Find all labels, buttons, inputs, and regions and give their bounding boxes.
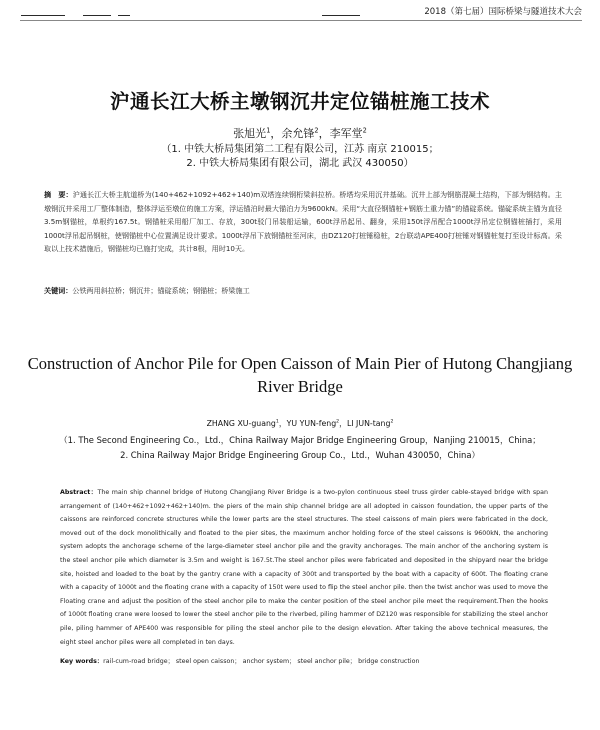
header-rule-segment	[322, 15, 360, 16]
author-affiliation-mark: 2	[390, 419, 394, 425]
abstract-cn	[44, 188, 562, 256]
abstract-en	[60, 486, 548, 649]
authors-cn	[0, 125, 600, 141]
keywords-en-label: Key words：	[60, 658, 104, 665]
author-name: 李军堂	[329, 127, 363, 140]
author-separator: ，	[318, 127, 330, 140]
keywords-en-text: rail-cum-road bridge； steel open caisson； anchor system； steel anchor pile； bridge construction	[103, 658, 420, 665]
affiliation-en-line: 2. China Railway Major Bridge Engineering Group Co.，Ltd.，Wuhan 430050，China）	[120, 450, 480, 460]
abstract-cn-label: 摘 要：	[44, 190, 73, 199]
author-name: YU YUN-feng	[286, 419, 337, 428]
affiliation-en-line: （1. The Second Engineering Co.，Ltd.，China Railway Major Bridge Engineering Group，Nanjing 210015，China；	[59, 435, 541, 445]
author-name: ZHANG XU-guang	[206, 419, 276, 428]
author-name: 余允锋	[281, 127, 315, 140]
keywords-cn-label: 关键词：	[44, 286, 73, 295]
abstract-en-label: Abstract：	[60, 489, 98, 496]
header-rule-segment	[118, 15, 130, 16]
keywords-en	[60, 656, 548, 665]
author-affiliation-mark: 2	[362, 126, 367, 135]
author-affiliation-mark: 2	[314, 126, 319, 135]
authors-en	[0, 418, 600, 429]
header-rule-segment	[83, 15, 111, 16]
author-affiliation-mark: 1	[266, 126, 271, 135]
running-header: 2018（第七届）国际桥梁与隧道技术大会	[424, 7, 582, 17]
author-affiliation-mark: 1	[275, 419, 279, 425]
author-affiliation-mark: 2	[336, 419, 340, 425]
affiliation-cn-line: 2. 中铁大桥局集团有限公司，湖北 武汉 430050）	[186, 158, 414, 169]
abstract-en-text: The main ship channel bridge of Hutong Changjiang River Bridge is a two-pylon continuous steel truss girder cable-stayed bridge with span arrangement of (140+462+1092+462+140)m. the piers of the main ship channel bridge are all adopted in caisson foundation, the upper parts of the caissons are reinforced concrete structures while the lower parts are the steel structures. The steel caissons of main piers were fabricated in the dock, moved out of the dock monolithically and floated to the pier sites, the maximum anchor holding force of the steel caissons is 9600kN, the anchoring system adopts the anchorage scheme of the large-diameter steel anchor pile and the gravity anchorages. The main anchor of the anchoring system is the steel anchor pile which diameter is 3.5m and weight is 167.5t.The steel anchor piles were fabricated and deposited in the shipyard near the bridge site, hoisted and loaded to the boat by the gantry crane with a capacity of 300t and transported by the boat with a capacity of 600t. The floating crane with a capacity of 1000t and the floating crane with a capacity of 150t were used to flip the steel anchor pile. then the twist anchor was used to move the Floating crane and adjust the position of the steel anchor pile to make the center position of the steel anchor pile meet the requirement.Then the hooks of 1000t floating crane were loosed to lower the steel anchor pile to the riverbed, piling hammer of DZ120 was responsible for stabilizing the steel anchor pile, piling hammer of APE400 was responsible for piling the steel anchor pile to the design elevation. After taking the above technical measures, the eight steel anchor piles were all completed in ten days.	[60, 489, 548, 646]
paper-title-cn: 沪通长江大桥主墩钢沉井定位锚桩施工技术	[109, 90, 490, 113]
abstract-cn-text: 沪通长江大桥主航道桥为(140+462+1092+462+140)m双塔连续钢桁梁斜拉桥。桥塔均采用沉井基础。沉井上部为钢筋混凝土结构，下部为钢结构。主墩钢沉井采用工厂整体制造，整体浮运至墩位的施工方案，浮运锚泊时最大锚泊力为9600kN。采用“大直径钢锚桩+钢筋土重力锚”的锚碇系统。锚碇系统主锚为直径3.5m钢锚桩，单根约167.5t。钢锚桩采用船厂加工、存放，300t驳门吊装船运输，600t浮吊起吊、翻身，采用150t浮吊配合1000t浮吊定位钢锚桩插打，采用1000t浮吊起吊钢桩，使钢锚桩中心位置满足设计要求。1000t浮吊下放钢锚桩至河床，由DZ120打桩锤稳桩，2台联动APE400打桩锤对钢锚桩复打至设计标高。采取以上技术措施后，钢锚桩均已施打完成，共计8根，用时10天。	[44, 190, 562, 253]
header-rule-segment	[21, 15, 65, 16]
author-separator: ，	[278, 419, 287, 428]
author-name: 张旭光	[233, 127, 267, 140]
keywords-cn-text: 公铁两用斜拉桥；钢沉井；锚碇系统；钢锚桩；桥梁施工	[72, 286, 250, 295]
author-separator: ，	[270, 127, 282, 140]
keywords-cn	[44, 286, 562, 296]
header-divider	[20, 20, 582, 21]
affiliation-cn-line: （1. 中铁大桥局集团第二工程有限公司，江苏 南京 210015；	[161, 144, 439, 155]
paper-title-en: Construction of Anchor Pile for Open Caisson of Main Pier of Hutong Changjiang River Bridge	[27, 354, 573, 396]
author-separator: ，	[339, 419, 347, 428]
author-name: LI JUN-tang	[346, 419, 391, 428]
